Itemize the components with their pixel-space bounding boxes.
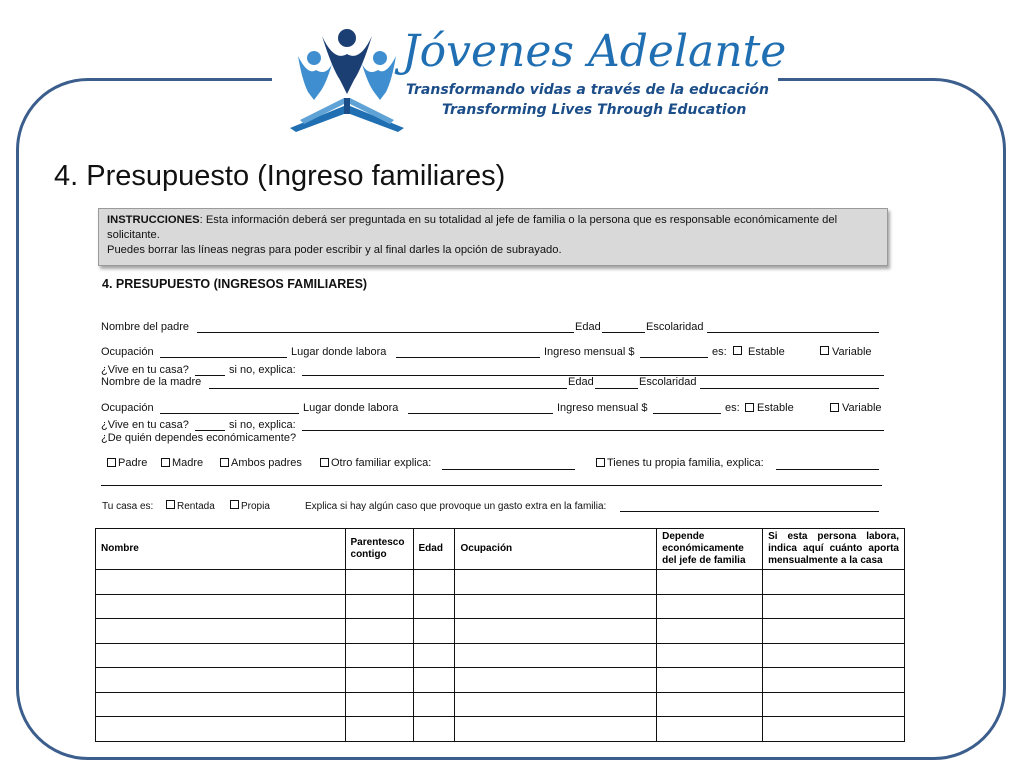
- table-cell[interactable]: [763, 692, 905, 717]
- father-income-type-label: es:: [712, 346, 727, 358]
- mother-explain-field[interactable]: [302, 430, 884, 431]
- mother-age-field[interactable]: [595, 388, 638, 389]
- mother-occupation-field[interactable]: [160, 413, 299, 414]
- father-variable-label: Variable: [832, 346, 872, 358]
- table-row: [96, 717, 905, 742]
- table-cell[interactable]: [345, 717, 413, 742]
- madre-checkbox[interactable]: [161, 458, 170, 467]
- table-row: [96, 643, 905, 668]
- table-row: [96, 668, 905, 693]
- father-lives-label: ¿Vive en tu casa?: [101, 364, 189, 376]
- family-members-table: [95, 528, 905, 742]
- mother-name-field[interactable]: [209, 388, 567, 389]
- father-variable-checkbox[interactable]: [820, 346, 829, 355]
- mother-schooling-field[interactable]: [700, 388, 879, 389]
- col-header-edad: Edad: [413, 529, 455, 570]
- table-cell[interactable]: [657, 570, 763, 595]
- father-name-field[interactable]: [197, 332, 574, 333]
- tagline-es: Transformando vidas a través de la educación: [406, 82, 770, 98]
- section-title: 4. PRESUPUESTO (INGRESOS FAMILIARES): [102, 277, 368, 291]
- instructions-line1: : Esta información deberá ser preguntada en su totalidad al jefe de familia o la persona que es responsable económicamente del solicitante.: [107, 214, 838, 241]
- col-header-nombre: Nombre: [96, 529, 346, 570]
- brand-name: Jóvenes Adelante: [402, 26, 787, 77]
- father-age-field[interactable]: [602, 332, 645, 333]
- table-cell[interactable]: [96, 668, 346, 693]
- ambos-padres-checkbox[interactable]: [220, 458, 229, 467]
- propia-familia-label: Tienes tu propia familia, explica:: [607, 457, 764, 469]
- father-explain-label: si no, explica:: [229, 364, 296, 376]
- mother-workplace-field[interactable]: [408, 413, 553, 414]
- instructions-box: [98, 208, 888, 266]
- table-cell[interactable]: [96, 594, 346, 619]
- father-stable-label: Estable: [748, 346, 785, 358]
- table-cell[interactable]: [455, 668, 657, 693]
- mother-income-field[interactable]: [653, 413, 721, 414]
- father-workplace-label: Lugar donde labora: [291, 346, 387, 358]
- table-cell[interactable]: [345, 619, 413, 644]
- table-cell[interactable]: [345, 594, 413, 619]
- col-header-aporta: Si esta persona labora, indica aquí cuánto aporta mensualmente a la casa: [763, 529, 905, 570]
- madre-label: Madre: [172, 457, 204, 469]
- table-row: [96, 692, 905, 717]
- table-cell[interactable]: [413, 619, 455, 644]
- table-row: [96, 619, 905, 644]
- mother-variable-label: Variable: [842, 402, 882, 414]
- ambos-padres-label: Ambos padres: [231, 457, 302, 469]
- table-cell[interactable]: [657, 643, 763, 668]
- father-age-label: Edad: [575, 321, 601, 333]
- mother-schooling-label: Escolaridad: [639, 376, 697, 388]
- otro-familiar-label: Otro familiar explica:: [331, 457, 432, 469]
- table-cell[interactable]: [413, 643, 455, 668]
- propia-label: Propia: [241, 501, 270, 512]
- logo: [272, 18, 787, 140]
- father-stable-checkbox[interactable]: [733, 346, 742, 355]
- table-cell[interactable]: [413, 594, 455, 619]
- mother-lives-label: ¿Vive en tu casa?: [101, 419, 189, 431]
- table-header-row: [96, 529, 905, 570]
- otro-familiar-field[interactable]: [442, 469, 575, 470]
- table-cell[interactable]: [345, 643, 413, 668]
- table-cell[interactable]: [345, 668, 413, 693]
- propia-checkbox[interactable]: [230, 500, 239, 509]
- mother-age-label: Edad: [568, 376, 594, 388]
- father-income-field[interactable]: [640, 357, 708, 358]
- extra-expense-label: Explica si hay algún caso que provoque un gasto extra en la familia:: [305, 501, 607, 512]
- mother-lives-field[interactable]: [195, 430, 225, 431]
- table-cell[interactable]: [345, 692, 413, 717]
- table-cell[interactable]: [345, 570, 413, 595]
- extra-expense-field[interactable]: [620, 511, 879, 512]
- table-cell[interactable]: [96, 692, 346, 717]
- father-schooling-label: Escolaridad: [646, 321, 704, 333]
- father-income-label: Ingreso mensual $: [544, 346, 635, 358]
- propia-familia-field[interactable]: [776, 469, 879, 470]
- col-header-depende: Depende económicamente del jefe de familia: [657, 529, 763, 570]
- table-cell[interactable]: [657, 594, 763, 619]
- table-cell[interactable]: [763, 619, 905, 644]
- father-name-label: Nombre del padre: [101, 321, 190, 333]
- table-cell[interactable]: [413, 570, 455, 595]
- mother-stable-label: Estable: [757, 402, 794, 414]
- table-cell[interactable]: [413, 692, 455, 717]
- propia-familia-checkbox[interactable]: [596, 458, 605, 467]
- table-cell[interactable]: [657, 717, 763, 742]
- logo-people-book-icon: [282, 24, 412, 136]
- table-cell[interactable]: [657, 692, 763, 717]
- table-cell[interactable]: [763, 717, 905, 742]
- table-cell[interactable]: [455, 619, 657, 644]
- mother-income-type-label: es:: [725, 402, 740, 414]
- rentada-checkbox[interactable]: [166, 500, 175, 509]
- tagline-en: Transforming Lives Through Education: [442, 102, 747, 118]
- table-cell[interactable]: [657, 619, 763, 644]
- table-row: [96, 594, 905, 619]
- dependency-extra-line[interactable]: [101, 485, 882, 486]
- father-workplace-field[interactable]: [396, 357, 540, 358]
- table-cell[interactable]: [455, 717, 657, 742]
- table-cell[interactable]: [657, 668, 763, 693]
- father-occupation-label: Ocupación: [101, 346, 154, 358]
- instructions-line2: Puedes borrar las líneas negras para poder escribir y al final darles la opción de subrayado.: [107, 244, 562, 256]
- padre-checkbox[interactable]: [107, 458, 116, 467]
- otro-familiar-checkbox[interactable]: [320, 458, 329, 467]
- table-cell[interactable]: [96, 619, 346, 644]
- table-cell[interactable]: [455, 643, 657, 668]
- mother-name-label: Nombre de la madre: [101, 376, 202, 388]
- table-cell[interactable]: [96, 717, 346, 742]
- col-header-ocupacion: Ocupación: [455, 529, 657, 570]
- mother-explain-label: si no, explica:: [229, 419, 296, 431]
- table-row: [96, 570, 905, 595]
- table-cell[interactable]: [413, 668, 455, 693]
- col-header-parentesco: Parentesco contigo: [345, 529, 413, 570]
- table-cell[interactable]: [96, 570, 346, 595]
- mother-occupation-label: Ocupación: [101, 402, 154, 414]
- table-cell[interactable]: [763, 643, 905, 668]
- table-cell[interactable]: [455, 692, 657, 717]
- table-cell[interactable]: [763, 594, 905, 619]
- slide-title: 4. Presupuesto (Ingreso familiares): [54, 160, 506, 192]
- house-type-label: Tu casa es:: [102, 501, 154, 512]
- mother-stable-checkbox[interactable]: [745, 403, 754, 412]
- instructions-label: INSTRUCCIONES: [107, 214, 200, 226]
- mother-variable-checkbox[interactable]: [830, 403, 839, 412]
- table-cell[interactable]: [763, 668, 905, 693]
- table-cell[interactable]: [413, 717, 455, 742]
- padre-label: Padre: [118, 457, 148, 469]
- table-cell[interactable]: [455, 594, 657, 619]
- dependency-question: ¿De quién dependes económicamente?: [101, 432, 297, 444]
- mother-workplace-label: Lugar donde labora: [303, 402, 399, 414]
- mother-income-label: Ingreso mensual $: [557, 402, 648, 414]
- table-cell[interactable]: [763, 570, 905, 595]
- table-cell[interactable]: [455, 570, 657, 595]
- father-schooling-field[interactable]: [707, 332, 879, 333]
- father-occupation-field[interactable]: [160, 357, 287, 358]
- table-cell[interactable]: [96, 643, 346, 668]
- rentada-label: Rentada: [177, 501, 215, 512]
